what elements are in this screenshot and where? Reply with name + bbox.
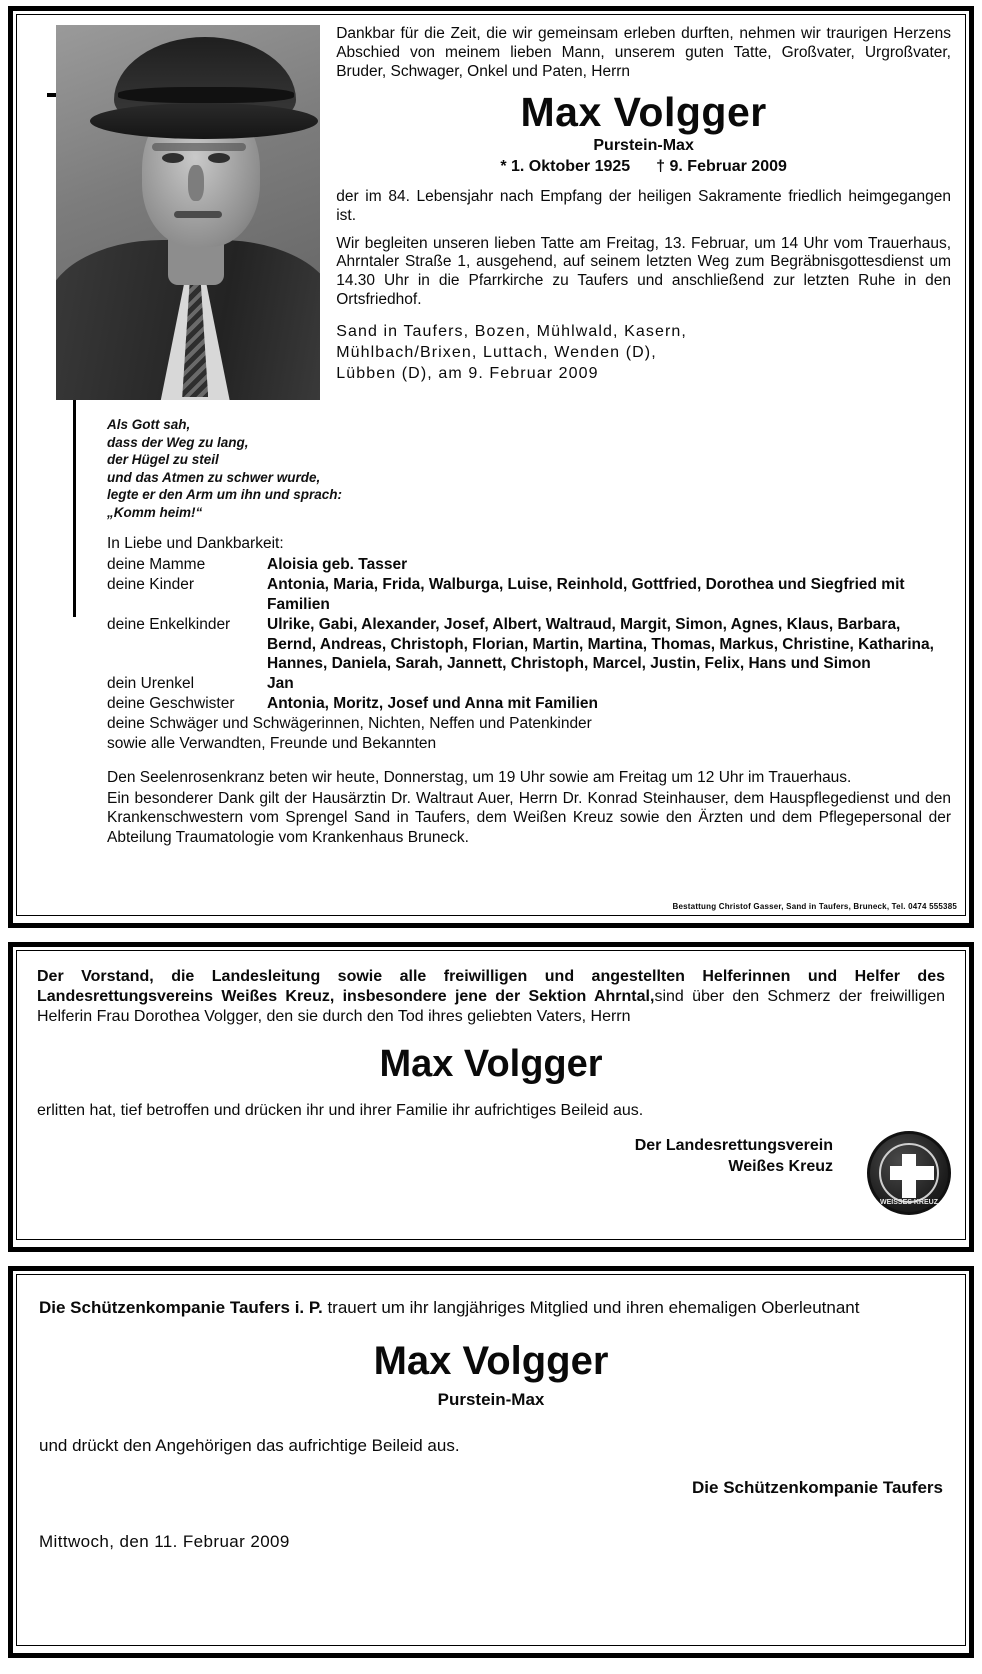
family-plain-line: deine Schwäger und Schwägerinnen, Nichten, Neffen und Patenkinder — [107, 714, 592, 732]
places-line-2: Mühlbach/Brixen, Luttach, Wenden (D), — [336, 343, 657, 361]
wk-intro-bold: Der Vorstand, die Landesleitung sowie alle freiwilligen und angestellten Helferinnen und Helfer des Landesrettungsvereins Weißes Kreuz, insbesondere jene der Sektion Ahrntal, — [37, 968, 945, 1005]
family-row — [107, 615, 951, 674]
family-names: Aloisia geb. Tasser — [267, 556, 408, 574]
sk-condolence-text: und drückt den Angehörigen das aufrichtige Beileid aus. — [39, 1436, 460, 1456]
family-names: Ulrike, Gabi, Alexander, Josef, Albert, Waltraud, Margit, Simon, Agnes, Klaus, Barbara, Bernd, Andreas, Christoph, Florian, Martin, Martina, Thomas, Markus, Christine, Katharina, Hannes, Daniela, Sarah, Jannett, Christoph, Marcel, Justin, Felix, Hans und Simon — [267, 615, 934, 673]
places-list — [336, 322, 951, 384]
portrait-photo — [56, 25, 320, 400]
rosary-text: Den Seelenrosenkranz beten wir heute, Donnerstag, um 19 Uhr sowie am Freitag um 12 Uhr im Trauerhaus. — [107, 768, 852, 786]
wk-logo-text: WEISSES KREUZ — [880, 1199, 938, 1206]
obituary-notice-weisses-kreuz — [8, 942, 974, 1252]
wk-condolence-text: erlitten hat, tief betroffen und drücken ihr und ihrer Familie ihr aufrichtiges Beileid aus. — [37, 1102, 644, 1119]
family-names: Antonia, Moritz, Josef und Anna mit Familien — [267, 695, 598, 713]
family-row — [107, 694, 951, 714]
poem-line: „Komm heim!“ — [107, 504, 203, 520]
wk-signature-line-2: Weißes Kreuz — [728, 1157, 833, 1175]
thanks-heading: In Liebe und Dankbarkeit: — [107, 535, 284, 553]
family-label: dein Urenkel — [107, 675, 195, 693]
wk-signature — [37, 1136, 945, 1178]
sk-intro-text — [39, 1297, 943, 1319]
family-label: deine Enkelkinder — [107, 615, 231, 633]
poem-block — [107, 416, 951, 521]
poem-line: Als Gott sah, — [107, 417, 191, 432]
family-list — [107, 555, 951, 753]
sk-date: Mittwoch, den 11. Februar 2009 — [39, 1532, 290, 1552]
wk-signature-line-1: Der Landesrettungsverein — [634, 1137, 833, 1154]
obituary-notice-main — [8, 6, 974, 928]
birth-date: * 1. Oktober 1925 — [500, 157, 631, 175]
death-date: † 9. Februar 2009 — [656, 157, 787, 175]
poem-line: und das Atmen zu schwer wurde, — [107, 469, 321, 485]
poem-line: dass der Weg zu lang, — [107, 434, 249, 450]
sk-deceased-nickname: Purstein-Max — [437, 1390, 545, 1410]
sk-intro-bold: Die Schützenkompanie Taufers i. P. — [39, 1298, 323, 1317]
places-line-1: Sand in Taufers, Bozen, Mühlwald, Kasern, — [336, 323, 687, 341]
sacraments-text: der im 84. Lebensjahr nach Empfang der heiligen Sakramente friedlich heimgegangen ist. — [336, 187, 951, 224]
sk-intro-rest: trauert um ihr langjähriges Mitglied und ihren ehemaligen Oberleutnant — [322, 1298, 860, 1317]
wk-intro-text — [37, 967, 945, 1027]
poem-line: der Hügel zu steil — [107, 452, 219, 468]
deceased-nickname: Purstein-Max — [593, 136, 694, 154]
sk-deceased-name: Max Volgger — [373, 1339, 609, 1384]
family-names: Jan — [267, 675, 294, 693]
poem-line: legte er den Arm um ihn und sprach: — [107, 487, 343, 503]
intro-text: Dankbar für die Zeit, die wir gemeinsam erleben durften, nehmen wir traurigen Herzens Abschied von meinem lieben Mann, unserem guten Tatte, Großvater, Urgroßvater, Bruder, Schwager, Onkel und Paten, Herrn — [336, 25, 951, 80]
funeral-text: Wir begleiten unseren lieben Tatte am Freitag, 13. Februar, um 14 Uhr vom Trauerhaus, Ahrntaler Straße 1, ausgehend, auf seinem letzten Weg zum Begräbnisgottesdienst um 14.30 Uhr in die Pfarrkirche zu Taufers und anschließend zur letzten Ruhe in den Ortsfriedhof. — [336, 234, 951, 309]
family-row — [107, 674, 951, 694]
special-thanks-text: Ein besonderer Dank gilt der Hausärztin Dr. Waltraut Auer, Herrn Dr. Konrad Steinhauser, dem Hauspflegedienst und den Krankenschwestern vom Sprengel Sand in Taufers, dem Weißen Kreuz sowie den Ärzten und dem Pflegepersonal der Abteilung Traumatologie vom Krankenhaus Bruneck. — [107, 789, 951, 846]
family-label: deine Geschwister — [107, 695, 235, 713]
undertaker-credit: Bestattung Christof Gasser, Sand in Taufers, Bruneck, Tel. 0474 555385 — [672, 902, 957, 911]
family-names: Antonia, Maria, Frida, Walburga, Luise, Reinhold, Gottfried, Dorothea und Siegfried mit Familien — [267, 576, 905, 613]
family-row — [107, 575, 951, 615]
family-row — [107, 555, 951, 575]
family-plain-line: sowie alle Verwandten, Freunde und Bekannten — [107, 734, 437, 752]
places-line-3: Lübben (D), am 9. Februar 2009 — [336, 364, 599, 382]
sk-signature: Die Schützenkompanie Taufers — [692, 1478, 943, 1498]
life-dates — [336, 158, 951, 176]
deceased-name: Max Volgger — [520, 88, 767, 135]
weisses-kreuz-logo-icon — [867, 1131, 951, 1215]
wk-intro-rest: sind über den Schmerz der freiwilligen Helferin Frau Dorothea Volgger, den sie durch den Tod ihres geliebten Vaters, Herrn — [37, 988, 945, 1025]
family-label: deine Mamme — [107, 556, 206, 574]
wk-deceased-name: Max Volgger — [379, 1043, 603, 1085]
obituary-notice-schuetzenkompanie — [8, 1266, 974, 1658]
family-label: deine Kinder — [107, 576, 195, 594]
